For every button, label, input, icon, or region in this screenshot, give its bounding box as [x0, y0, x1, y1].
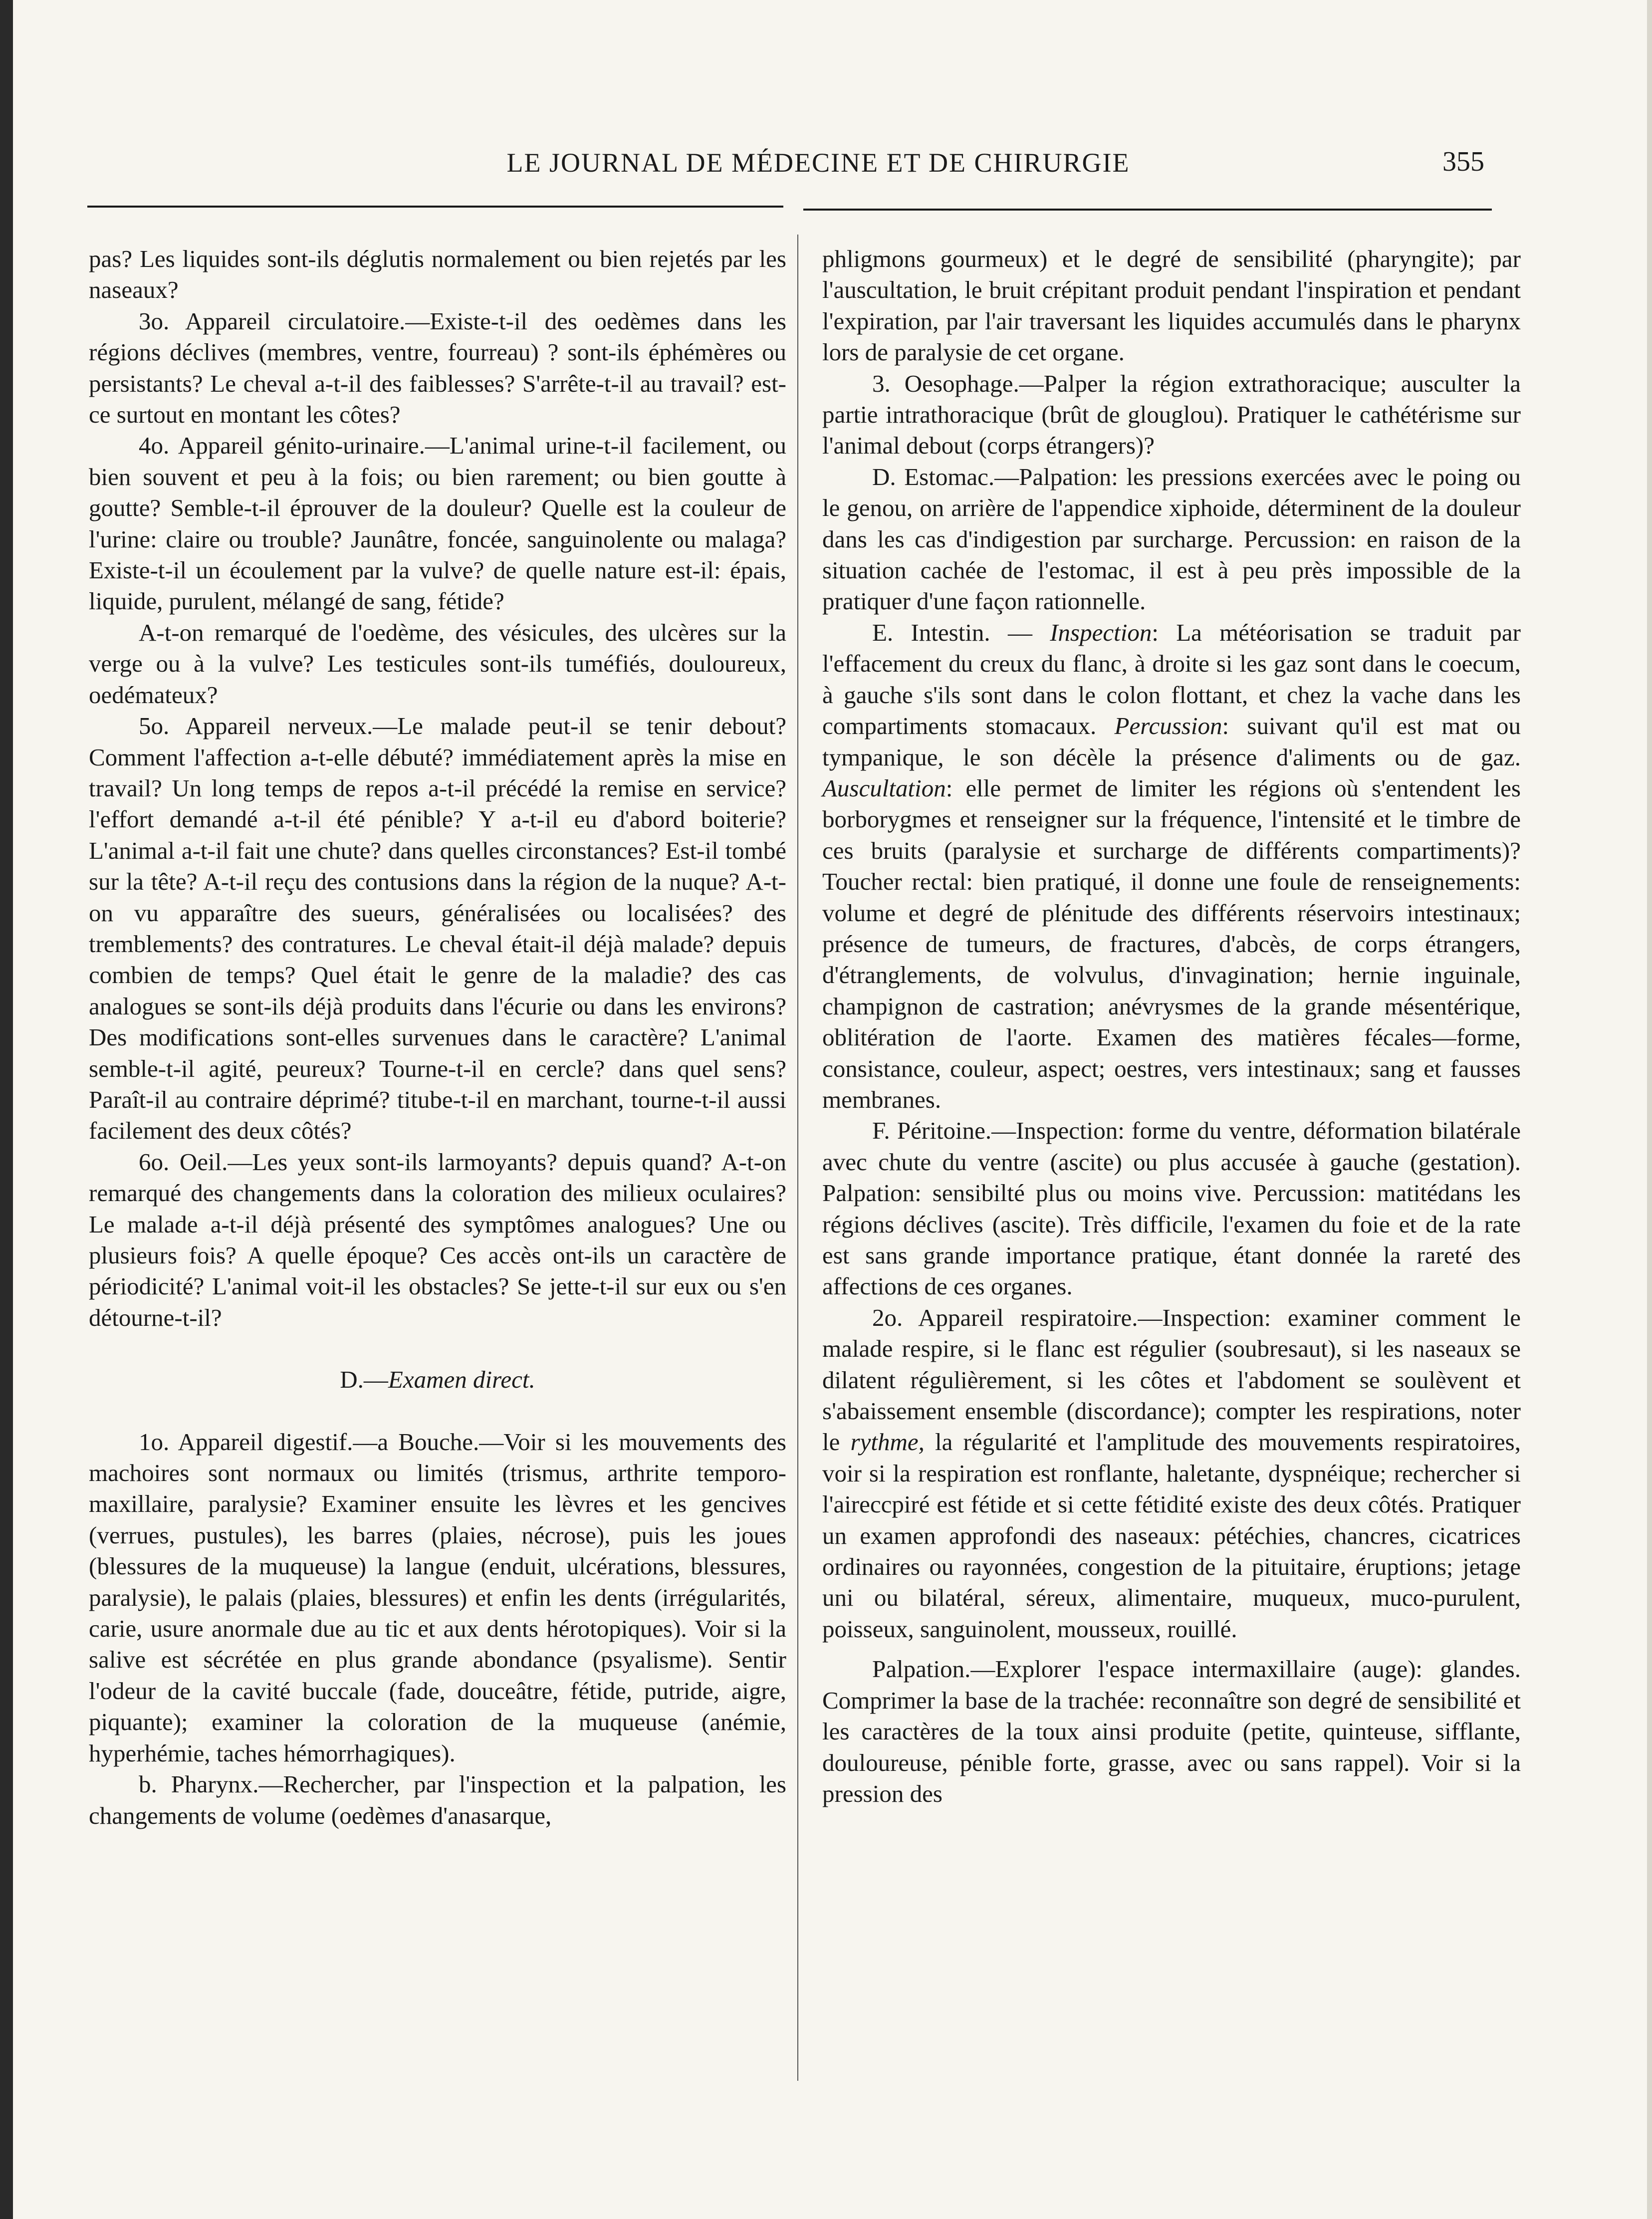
paragraph: A-t-on remarqué de l'oedème, des vésicules, des ulcères sur la verge ou à la vulve? Les testicules sont-ils tuméfiés, douloureux, oedémateux?	[89, 618, 786, 709]
left-column	[89, 244, 786, 1831]
paragraph-oesophagus: 3. Oesophage.—Palper la région extrathoracique; ausculter la partie intrathoracique (brût de glouglou). Pratiquer le cathétérisme sur l'animal debout (corps étrangers)?	[822, 369, 1521, 460]
paragraph-intestine	[822, 617, 1521, 1116]
italic-term: rythme,	[850, 1428, 925, 1456]
italic-term: Auscultation	[822, 774, 946, 802]
scan-border-right	[1647, 0, 1652, 2219]
section-heading-title: Examen direct.	[388, 1366, 535, 1394]
italic-term: Inspection	[1050, 618, 1152, 646]
text-run: : elle permet de limiter les régions où s'entendent les borborygmes et renseigner sur la fréquence, l'intensité et le timbre de ces bruits (paralysie et surcharge de différents compartiments)? Toucher rectal: bien pratiqué, il donne une foule de renseignements: volume et degré de plénitude des différents réservoirs intestinaux; présence de tumeurs, de fractures, d'abcès, de corps étrangers, d'étranglements, de volvulus, d'invagination; hernie inguinale, champignon de castration; anévrysmes de la grande mésentérique, oblitération de l'aorte. Examen des matières fécales—forme, consistance, couleur, aspect; oestres, vers intestinaux; sang et fausses membranes.	[822, 774, 1521, 1113]
header-rule-left	[87, 206, 783, 208]
paragraph-peritoneum: F. Péritoine.—Inspection: forme du ventre, déformation bilatérale avec chute du ventre (ascite) ou plus accusée à gauche (gestation). Palpation: sensibilté plus ou moins vive. Percussion: matitédans les régions déclives (ascite). Très difficile, l'examen du foie et de la rate est sans grande importance pratique, étant donnée la rareté des affections de ces organes.	[822, 1117, 1521, 1300]
paragraph-palpation: Palpation.—Explorer l'espace intermaxillaire (auge): glandes. Comprimer la base de la trachée: reconnaître son degré de sensibilité et les caractères de la toux ainsi produite (petite, quinteuse, sifflante, douloureuse, pénible forte, grasse, avec ou sans rappel). Voir si la pression des	[822, 1655, 1521, 1807]
text-run: 2o. Appareil respiratoire.—Inspection: examiner comment le malade respire, si le flanc est régulier (soubresaut), si les naseaux se dilatent régulièrement, si les côtes et l'abdoment se soulèvent et s'abaissement ensemble (discordance); compter les respirations, noter le	[822, 1303, 1521, 1456]
right-column	[822, 244, 1521, 1809]
paragraph-genito-urinary: 4o. Appareil génito-urinaire.—L'animal urine-t-il facilement, ou bien souvent et peu à la fois; ou bien rarement; ou bien goutte à goutte? Semble-t-il éprouver de la douleur? Quelle est la couleur de l'urine: claire ou trouble? Jaunâtre, foncée, sanguinolente ou malaga? Existe-t-il un écoulement par la vulve? de quelle nature est-il: épais, liquide, purulent, mélangé de sang, fétide?	[89, 432, 786, 615]
paragraph: phligmons gourmeux) et le degré de sensibilité (pharyngite); par l'auscultation, le bruit crépitant produit pendant l'inspiration et pendant l'expiration, par l'air traversant les liquides accumulés dans le pharynx lors de paralysie de cet organe.	[822, 245, 1521, 366]
paragraph-stomach: D. Estomac.—Palpation: les pressions exercées avec le poing ou le genou, on arrière de l'appendice xiphoide, déterminent de la douleur dans les cas d'indigestion par surcharge. Percussion: en raison de la situation cachée de l'estomac, il est à peu près impossible de la pratiquer d'une façon rationnelle.	[822, 463, 1521, 615]
section-heading-prefix: D.—	[340, 1366, 388, 1394]
text-run: : suivant qu'il est mat ou tympanique, le son décèle la présence d'aliments ou de gaz.	[822, 712, 1521, 771]
paragraph-gap	[822, 1645, 1521, 1654]
italic-term: Percussion	[1114, 712, 1222, 740]
paragraph: pas? Les liquides sont-ils déglutis normalement ou bien rejetés par les naseaux?	[89, 245, 786, 304]
paragraph-digestive: 1o. Appareil digestif.—a Bouche.—Voir si les mouvements des machoires sont normaux ou limités (trismus, arthrite temporo-maxillaire, paralysie? Examiner ensuite les lèvres et les gencives (verrues, pustules), les barres (plaies, nécrose), puis les joues (blessures de la muqueuse) la langue (enduit, ulcérations, blessures, paralysie), le palais (plaies, blessures) et enfin les dents (irrégularités, carie, usure anormale due au tic et aux dents hérotopiques). Voir si la salive est sécrétée en plus grande abondance (psyalisme). Sentir l'odeur de la cavité buccale (fade, douceâtre, fétide, putride, aigre, piquante); examiner la coloration de la muqueuse (anémie, hyperhémie, taches hémorrhagiques).	[89, 1428, 786, 1767]
header-rule-right	[803, 209, 1492, 211]
paragraph-circulatory: 3o. Appareil circulatoire.—Existe-t-il des oedèmes dans les régions déclives (membres, ventre, fourreau) ? sont-ils éphémères ou persistants? Le cheval a-t-il des faiblesses? S'arrête-t-il au travail? est-ce surtout en montant les côtes?	[89, 307, 786, 429]
text-run: la régularité et l'amplitude des mouvements respiratoires, voir si la respiration est ronflante, haletante, dyspnéique; rechercher si l'aireccpiré est fétide et si cette fétidité existe des deux côtés. Pratiquer un examen approfondi des naseaux: pétéchies, chancres, cicatrices ordinaires ou rayonnées, congestion de la pituitaire, éruptions; jetage uni ou bilatéral, séreux, alimentaire, muqueux, muco-purulent, poisseux, sanguinolent, mousseux, rouillé.	[822, 1428, 1521, 1643]
paragraph-pharynx: b. Pharynx.—Rechercher, par l'inspection et la palpation, les changements de volume (oedèmes d'anasarque,	[89, 1770, 786, 1829]
running-head: LE JOURNAL DE MÉDECINE ET DE CHIRURGIE	[506, 148, 1130, 178]
paragraph-nervous: 5o. Appareil nerveux.—Le malade peut-il se tenir debout? Comment l'affection a-t-elle débuté? immédiatement après la mise en travail? Un long temps de repos a-t-il précédé la remise en service? l'effort demandé a-t-il été pénible? Y a-t-il eu d'abord boiterie? L'animal a-t-il fait une chute? dans quelles circonstances? Est-il tombé sur la tête? A-t-il reçu des contusions dans la région de la nuque? A-t-on vu apparaître des sueurs, généralisées ou localisées? des tremblements? des contratures. Le cheval était-il déjà malade? depuis combien de temps? Quel était le genre de la maladie? des cas analogues se sont-ils déjà produits dans l'écurie ou dans les environs? Des modifications sont-elles survenues dans le caractère? L'animal semble-t-il agité, peureux? Tourne-t-il en cercle? dans quel sens? Paraît-il au contraire déprimé? titube-t-il en marchant, tourne-t-il aussi facilement des deux côtés?	[89, 712, 786, 1145]
column-divider	[797, 235, 798, 2081]
section-heading	[89, 1364, 786, 1395]
text-run: : La météorisation se traduit par l'effacement du creux du flanc, à droite si les gaz sont dans le coecum, à gauche s'ils sont dans le colon flottant, et chez la vache dans les compartiments stomacaux.	[822, 618, 1521, 740]
scan-border-left	[0, 0, 13, 2219]
paragraph-respiratory	[822, 1302, 1521, 1645]
page-number: 355	[1442, 146, 1484, 177]
text-run: E. Intestin. —	[872, 618, 1050, 646]
paragraph-eye: 6o. Oeil.—Les yeux sont-ils larmoyants? depuis quand? A-t-on remarqué des changements dans la coloration des milieux oculaires? Le malade a-t-il déjà présenté des symptômes analogues? Une ou plusieurs fois? A quelle époque? Ces accès ont-ils un caractère de périodicité? L'animal voit-il les obstacles? Se jette-t-il sur eux ou s'en détourne-t-il?	[89, 1148, 786, 1331]
